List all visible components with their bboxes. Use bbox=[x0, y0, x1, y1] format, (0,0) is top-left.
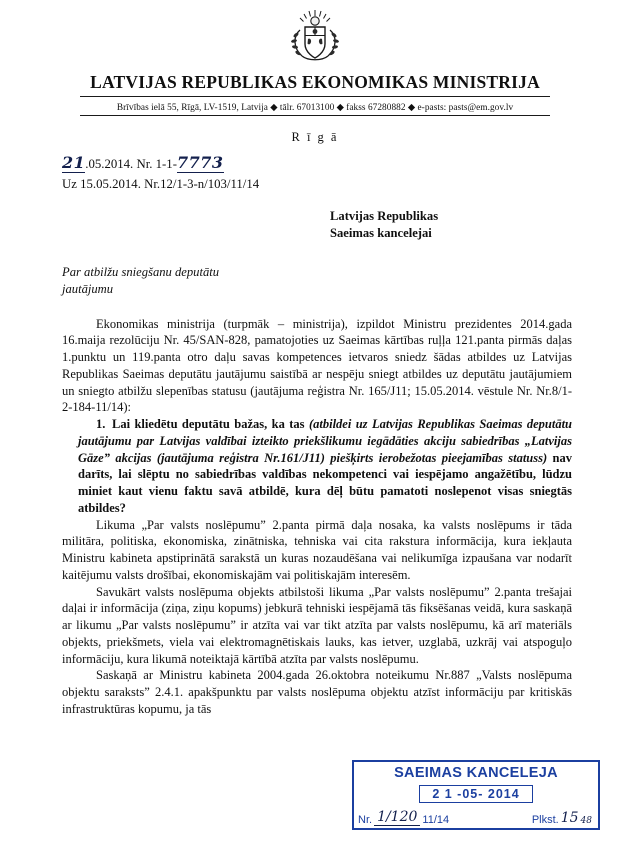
subject-line-2: jautājumu bbox=[62, 281, 114, 296]
stamp-date: 2 1 -05- 2014 bbox=[419, 785, 533, 803]
addressee-line-2: Saeimas kancelejai bbox=[330, 225, 432, 240]
stamp-year-code: 11/14 bbox=[422, 814, 450, 826]
body-paragraph-3: Savukārt valsts noslēpuma objekts atbilstoši likuma „Par valsts noslēpumu” 2.panta trešajai daļai ir informācija (ziņa, ziņu kopums) jebkurā tehniski iespējamā tās fiksēšanas veidā, kura saskaņā ar likumu „Par valsts noslēpumu” ir atzīta vai var tikt atzīta par valsts noslēpumu, kā arī materiāls objekts, priekšmets, viela vai elektromagnētiskais lauks, kas ietver, uzglabā, uzkrāj vai atspoguļo informāciju, kura likumā noteiktajā kārtībā atzīta par valsts noslēpumu. bbox=[62, 584, 572, 666]
handwritten-day: 21 bbox=[62, 152, 86, 172]
subject-line-1: Par atbilžu sniegšanu deputātu bbox=[62, 264, 220, 279]
crest-container bbox=[0, 0, 630, 70]
date-rest-text: .05.2014. Nr. 1-1- bbox=[85, 156, 177, 171]
body-paragraph-4: Saskaņā ar Ministru kabineta 2004.gada 26.oktobra noteikumu Nr.887 „Valsts noslēpuma objektu saraksts” 2.4.1. apakšpunktu par valsts noslēpuma objektu atzīst informāciju par kritiskās infrastruktūras kopumu, ja tās bbox=[62, 668, 572, 716]
body-paragraph-2: Likuma „Par valsts noslēpumu” 2.panta pirmā daļa nosaka, ka valsts noslēpums ir tāda militāra, politiska, ekonomiska, zinātniska, tehniska vai cita rakstura informācija, kura iekļauta Ministru kabineta apstiprinātā sarakstā un kuras nozaudēšana vai nelikumīga izpaušana var nodarīt kaitējumu valsts drošībai, ekonomiskajām vai politiskajām interesēm. bbox=[62, 517, 572, 582]
item-number: 1. bbox=[96, 417, 106, 432]
header-rule-thin bbox=[80, 115, 550, 116]
reference-line: Uz 15.05.2014. Nr.12/1-3-n/103/11/14 bbox=[62, 176, 260, 191]
stamp-time-value: 15 bbox=[560, 810, 579, 826]
item-text-italic: (atbildei uz Latvijas Republikas Saeimas deputātu jautājumu par Latvijas valdībai izteikto priekšlikumu iegādāties akciju sabiedrības „Latvijas Gāze” akcijas (jautājuma reģistra Nr.161/J11) piešķirts ierobežotas pieejamības statuss) bbox=[78, 417, 572, 465]
item-text-b: nav darīts, lai slēptu no sabiedrības valdības nekompetenci vai iespējamo angažētību, lūdzu miniet kaut vienu faktu savā atbildē, kura dēļ būtu pamatoti noslepenot visas sniegtās atbildes? bbox=[78, 450, 572, 515]
stamp-footer bbox=[358, 809, 592, 826]
handwritten-document-number: 7773 bbox=[176, 152, 224, 172]
addressee-block bbox=[0, 208, 630, 242]
stamp-time-label: Plkst. bbox=[531, 814, 559, 826]
city-label: R ī g ā bbox=[291, 129, 339, 144]
ministry-title: LATVIJAS REPUBLIKAS EKONOMIKAS MINISTRIJA bbox=[90, 72, 540, 92]
stamp-nr-value: 1/120 bbox=[374, 809, 420, 826]
reception-stamp bbox=[352, 760, 600, 830]
body-paragraph-1: Ekonomikas ministrija (turpmāk – ministrija), izpildot Ministru prezidentes 2014.gada 16.maija rezolūciju Nr. 45/SAN-828, pamatojoties uz Saeimas kārtības ruļļa 121.panta pirmās daļas 1.punktu un 119.panta otro daļu savas kompetences ietvaros sniedz šādas atbildes uz Latvijas Republikas Saeimas deputātu jautājumu saistībā ar nespēju sniegt atbildes uz deputātu jautājumiem un sniegto atbilžu slepenības statusu (jautājuma reģistra Nr. 165/J11; 15.05.2014. vēstule Nr. Nr.8/1-2-184-11/14): bbox=[62, 316, 572, 415]
addressee-line-1: Latvijas Republikas bbox=[330, 208, 439, 223]
subject-block bbox=[0, 264, 630, 298]
stamp-time-minutes: 48 bbox=[580, 816, 592, 826]
date-block bbox=[0, 151, 630, 194]
stamp-time-group bbox=[532, 810, 592, 826]
stamp-title: SAEIMAS KANCELEJA bbox=[394, 765, 558, 781]
body-numbered-item-1 bbox=[62, 416, 572, 517]
stamp-number-group bbox=[358, 809, 449, 826]
latvia-coat-of-arms-icon bbox=[285, 8, 345, 71]
item-text-a: Lai kliedētu deputātu bažas, ka tas bbox=[112, 417, 309, 432]
header-rule-thick bbox=[80, 96, 550, 97]
document-body bbox=[0, 316, 630, 718]
date-line bbox=[62, 151, 630, 175]
ministry-contact-line: Brīvības ielā 55, Rīgā, LV-1519, Latvija ◆ tālr. 67013100 ◆ fakss 67280882 ◆ e-pasts: pasts@em.gov.lv bbox=[116, 103, 514, 113]
stamp-nr-label: Nr. bbox=[358, 814, 373, 826]
